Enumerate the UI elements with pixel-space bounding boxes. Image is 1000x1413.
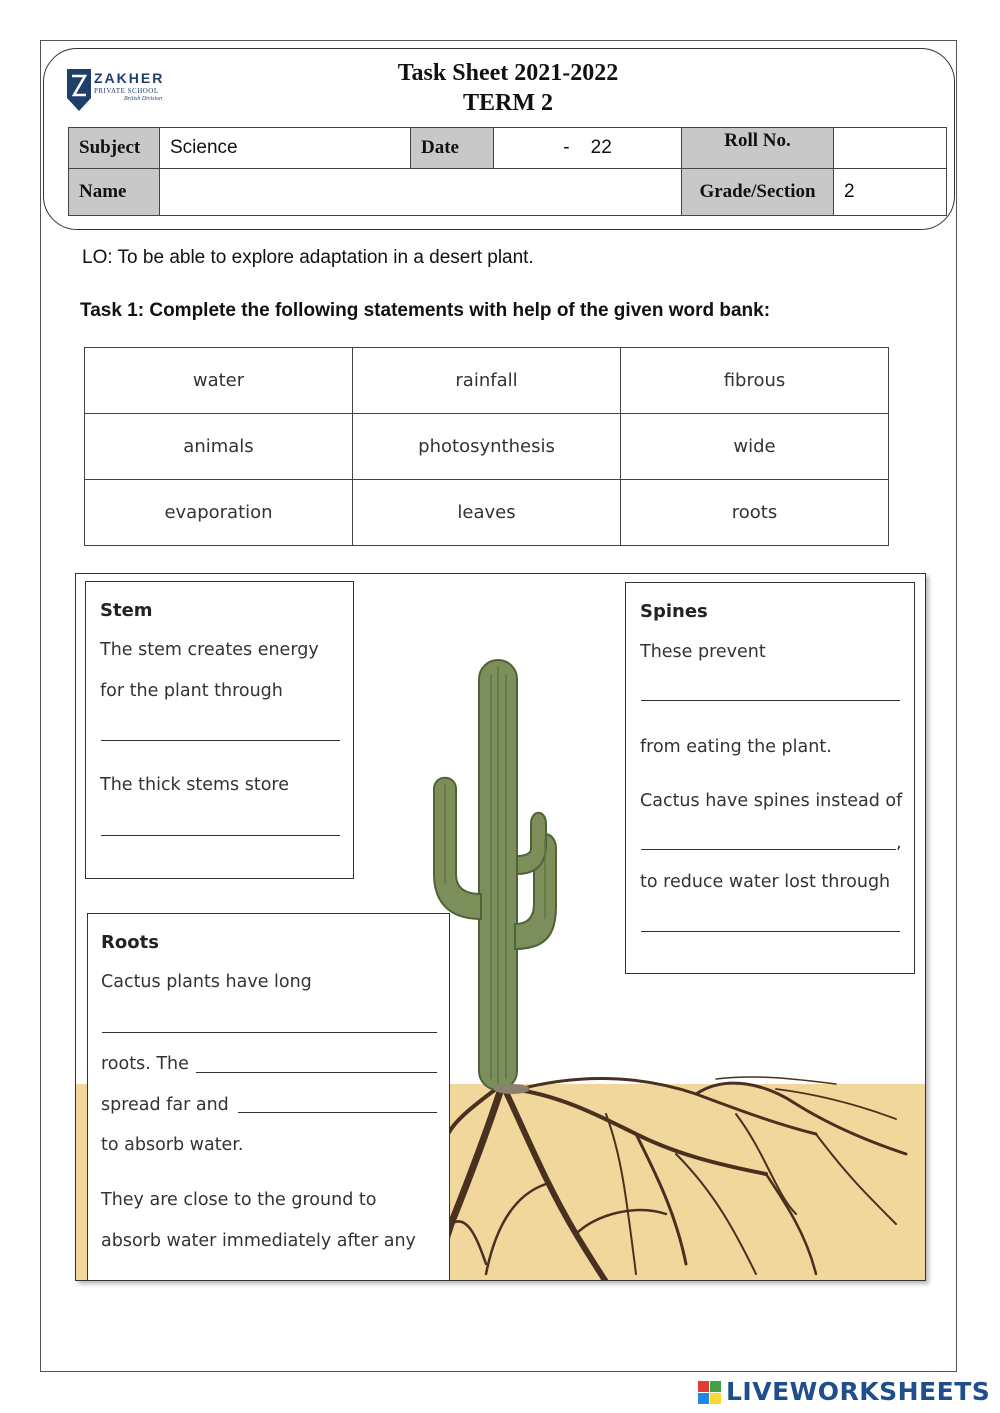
word-bank-cell: water (85, 348, 353, 414)
word-bank-cell: fibrous (621, 348, 889, 414)
grade-label: Grade/Section (682, 169, 834, 216)
spines-answer-blank-2[interactable] (641, 849, 896, 850)
grade-field[interactable]: 2 (834, 169, 947, 216)
subject-label: Subject (69, 128, 160, 169)
learning-objective: LO: To be able to explore adaptation in a desert plant. (82, 247, 534, 268)
spines-title: Spines (640, 601, 708, 622)
word-bank (84, 347, 889, 546)
school-subtitle: PRIVATE SCHOOL (94, 87, 159, 95)
roots-title: Roots (101, 932, 159, 953)
roll-field[interactable] (834, 128, 947, 169)
spines-text-3: Cactus have spines instead of (640, 791, 903, 811)
word-bank-cell: rainfall (353, 348, 621, 414)
school-brand: ZAKHER (94, 70, 165, 86)
school-tagline: British Division (124, 96, 163, 102)
roots-card (87, 913, 450, 1281)
roots-answer-blank-2[interactable] (196, 1072, 437, 1073)
sheet-title: Task Sheet 2021-2022 (397, 60, 619, 86)
cactus-illustration (75, 573, 926, 1281)
spines-answer-blank-3[interactable] (641, 931, 900, 932)
name-label: Name (69, 169, 160, 216)
stem-answer-blank-2[interactable] (101, 835, 340, 836)
roots-text-6: absorb water immediately after any (101, 1231, 416, 1251)
word-bank-cell: wide (621, 414, 889, 480)
task1-instruction: Task 1: Complete the following statements with help of the given word bank: (80, 300, 771, 321)
word-bank-cell: animals (85, 414, 353, 480)
word-bank-cell: roots (621, 480, 889, 546)
spines-card (625, 582, 915, 974)
stem-text-1: The stem creates energy (100, 640, 319, 660)
stem-text-2: for the plant through (100, 681, 283, 701)
word-bank-cell: photosynthesis (353, 414, 621, 480)
word-bank-cell: leaves (353, 480, 621, 546)
spines-text-1: These prevent (640, 642, 766, 662)
roots-text-5: They are close to the ground to (101, 1190, 377, 1210)
subject-field[interactable]: Science (160, 128, 411, 169)
liveworksheets-brand: LIVEWORKSHEETS (726, 1377, 991, 1406)
liveworksheets-logo-icon (698, 1377, 724, 1409)
spines-text-2: from eating the plant. (640, 737, 832, 757)
date-field[interactable]: - 22 (494, 128, 682, 169)
spines-comma: , (896, 833, 902, 853)
word-bank-cell: evaporation (85, 480, 353, 546)
roll-label: Roll No. (682, 128, 834, 169)
roots-answer-blank-1[interactable] (102, 1032, 437, 1033)
roots-answer-blank-3[interactable] (238, 1112, 437, 1113)
roots-text-2: roots. The (101, 1054, 189, 1074)
school-logo (66, 68, 206, 114)
roots-text-4: to absorb water. (101, 1135, 244, 1155)
stem-card (85, 581, 354, 879)
spines-text-4: to reduce water lost through (640, 872, 891, 892)
stem-text-3: The thick stems store (100, 775, 289, 795)
school-shield-icon (66, 68, 92, 112)
roots-text-1: Cactus plants have long (101, 972, 312, 992)
sheet-term: TERM 2 (463, 90, 553, 116)
date-label: Date (411, 128, 494, 169)
info-table (68, 127, 947, 216)
spines-answer-blank-1[interactable] (641, 700, 900, 701)
name-field[interactable] (160, 169, 682, 216)
stem-title: Stem (100, 600, 153, 621)
roots-text-3: spread far and (101, 1095, 229, 1115)
stem-answer-blank-1[interactable] (101, 740, 340, 741)
